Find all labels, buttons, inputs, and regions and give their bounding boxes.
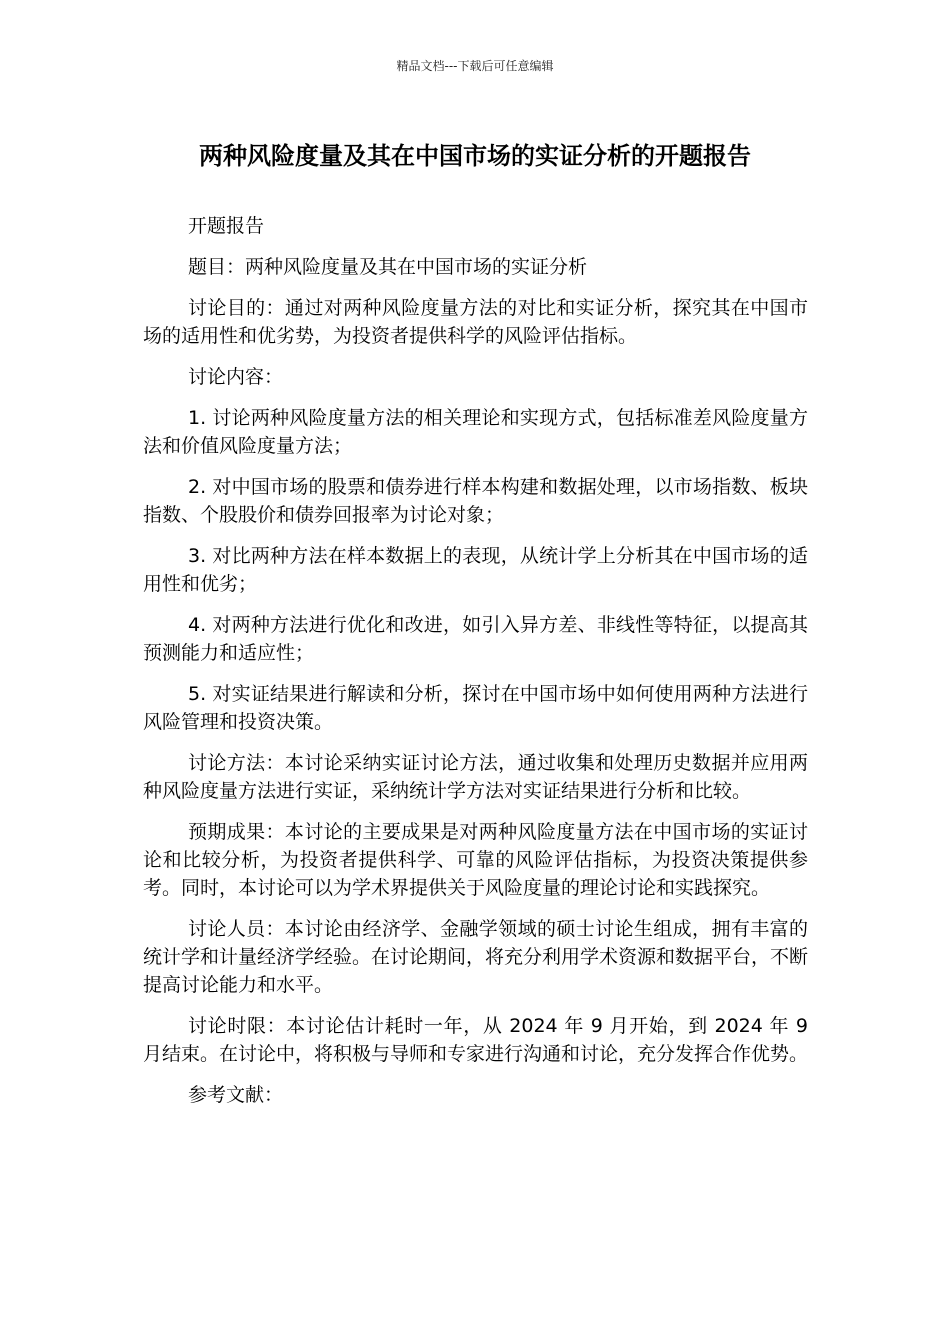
paragraph-topic: 题目：两种风险度量及其在中国市场的实证分析 [188,256,588,278]
header-note: 精品文档---下载后可任意编辑 [396,59,554,73]
paragraph-content-heading: 讨论内容： [188,366,284,388]
paragraph-expected-results: 预期成果：本讨论的主要成果是对两种风险度量方法在中国市场的实证讨论和比较分析，为投资者提供科学、可靠的风险评估指标，为投资决策提供参考。同时，本讨论可以为学术界提供关于风险度量的理论讨论和实践探究。 [143,821,808,899]
document-title: 两种风险度量及其在中国市场的实证分析的开题报告 [199,142,751,170]
paragraph-report-label: 开题报告 [188,215,265,237]
paragraph-content-item-3: 3. 对比两种方法在样本数据上的表现，从统计学上分析其在中国市场的适用性和优劣； [143,545,808,595]
paragraph-content-item-5: 5. 对实证结果进行解读和分析，探讨在中国市场中如何使用两种方法进行风险管理和投资决策。 [143,683,808,733]
paragraph-personnel: 讨论人员：本讨论由经济学、金融学领域的硕士讨论生组成，拥有丰富的统计学和计量经济学经验。在讨论期间，将充分利用学术资源和数据平台，不断提高讨论能力和水平。 [143,918,809,996]
paragraph-content-item-1: 1. 讨论两种风险度量方法的相关理论和实现方式，包括标准差风险度量方法和价值风险度量方法； [143,407,808,457]
paragraph-references-heading: 参考文献： [188,1084,284,1106]
paragraph-content-item-4: 4. 对两种方法进行优化和改进，如引入异方差、非线性等特征，以提高其预测能力和适应性； [143,614,808,664]
paragraph-content-item-2: 2. 对中国市场的股票和债券进行样本构建和数据处理，以市场指数、板块指数、个股股价和债券回报率为讨论对象； [143,476,808,526]
paragraph-purpose: 讨论目的：通过对两种风险度量方法的对比和实证分析，探究其在中国市场的适用性和优劣势，为投资者提供科学的风险评估指标。 [143,297,808,347]
paragraph-timeline: 讨论时限：本讨论估计耗时一年，从 2024 年 9 月开始，到 2024 年 9 月结束。在讨论中，将积极与导师和专家进行沟通和讨论，充分发挥合作优势。 [143,1015,809,1065]
paragraph-method: 讨论方法：本讨论采纳实证讨论方法，通过收集和处理历史数据并应用两种风险度量方法进行实证，采纳统计学方法对实证结果进行分析和比较。 [143,752,808,802]
document-body [143,212,808,1122]
